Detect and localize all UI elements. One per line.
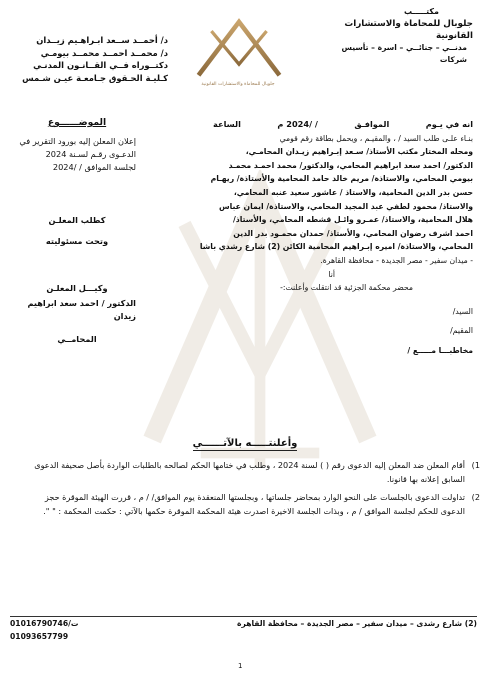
petitioner-paragraph [143, 132, 473, 268]
firm-name: جلوبال للمحاماة والاستشارات القانونية [344, 19, 473, 41]
firm-office-label: مكتـــــب [403, 7, 439, 16]
agent-title: المحامــي [57, 334, 97, 344]
item-2 [25, 490, 480, 518]
agent-label: وكيـــل المعلـن [46, 283, 108, 293]
firm-logo-icon [193, 18, 285, 92]
agent-name: الدكتور / احمد سعد ابراهيم زيدان [27, 298, 136, 321]
date-line [143, 118, 473, 132]
item-1-text: أقام المعلن ضد المعلن إليه الدعوى رقم ( ) لسنة 2024 ، وطلب في ختامها الحكم لصالحه بالطلبات الواردة بأصل صحيفة الدعوى السابق إعلانه بها قانونا. [34, 460, 465, 484]
recipient-label: السيد/ [452, 306, 473, 316]
degree: دكتــوراه فــي القــانـون المدنـي [33, 60, 168, 70]
logo-caption: جلوبال للمحاماة والاستشارات القانونية [201, 82, 275, 87]
notice-heading-text: وأعلنتـــــه بالآتــــــي [192, 438, 298, 449]
subject-title: الموضــــــوع [47, 117, 107, 128]
served-with-label: مخاطبـــا مـــــع / [407, 345, 473, 355]
recipient-address-label: المقيم/ [450, 326, 473, 336]
notice-body [143, 118, 473, 358]
ana-label: أنا [328, 269, 335, 279]
footer-phone-2: 01093657799 [10, 632, 69, 641]
firm-specialties: مدنــي – جنائــي – اسرة – تأسيس شركات [341, 43, 467, 64]
body-line: هلال المحامية، والاستاذ/ عمـرو وائـل قشطه المحامي، والأستاذ/ [232, 215, 473, 225]
item-1 [25, 458, 480, 486]
petitioner-responsibility: وتحت مسئوليته [45, 236, 109, 246]
page-number: 1 [238, 662, 243, 670]
body-line: بيومي المحامي، والاستاذة/ مريم خالد حامد المحامية والأستاذة/ ريهـام [210, 174, 473, 184]
body-line: - ميدان سفير - مصر الجديدة - محافظة القاهرة. [320, 255, 473, 265]
item-2-number: 2) [471, 492, 480, 502]
footer-phone-1: ت/01016790746 [10, 619, 79, 628]
left-column [18, 118, 136, 346]
footer-address: (2) شارع رشدى – ميدان سفير – مصر الجديدة – محافظة القاهرة [236, 619, 477, 628]
lawyers-header [18, 34, 168, 84]
subject-line-2: الدعـوى رقـم لسـنة 2024 [45, 149, 136, 159]
day-label: انه في يـوم [425, 119, 473, 129]
firm-header [323, 6, 473, 66]
item-1-number: 1) [471, 460, 480, 470]
court-line: محضر محكمة الجزئية قد انتقلت وأعلنت:- [280, 283, 413, 293]
body-line: والاستاذ/ محمود لطفي عبد المجيد المحامي، والاستاذة/ ايمان عباس [219, 201, 473, 211]
body-line: المحامي، والاستاذة/ اميره إبـراهيم المحامية الكائن (2) شارع رشدي باشا [199, 242, 473, 252]
subject-line-3: لجلسة الموافق / /2024 [52, 162, 136, 172]
subject-line-1: إعلان المعلن إليه بورود التقرير في [19, 136, 136, 146]
petitioner-label: كطلب المعلـن [48, 215, 106, 225]
body-line: حسن بدر الدين المحامية، والاستاذ / عاشور سعيد عنبه المحامي، [233, 187, 473, 197]
lawyer-2: د/ محمــد احمــد محمــد بيومـي [40, 47, 168, 58]
body-line: ومحله المختار مكتب الأستاذ/ سـعد إبـراهيم زيـدان المحامـي، [245, 147, 473, 157]
body-line: احمد اشرف رضوان المحامي، والأستاذ/ حمدان محمـود بدر الدين [233, 228, 473, 238]
notice-heading [140, 438, 350, 449]
body-line: الدكتور/ احمد سعد ابراهيم المحامي، والدكتور/ محمد احمـد محمـد [228, 160, 473, 170]
body-line: بنـاء علـى طلب السيد / ، والمقيـم ، ويحمل بطاقة رقم قومي [279, 133, 473, 143]
footer-divider [10, 616, 477, 617]
lawyer-1: د/ أحمــد ســعد ابـراهـيم زيــدان [36, 35, 168, 45]
date-year: / /2024 م [277, 119, 318, 129]
item-2-text: تداولت الدعوى بالجلسات على النحو الوارد بمحاضر جلساتها ، وبجلستها المنعقدة يوم الموافق/ / م ، قررت الهيئة الموقرة حجز الدعوى للحكم لجلسة الموافق / م ، وبذات الجلسة الاخيرة اصدرت هيئة المحكمة الموقرة حكمها بالآتي : حكمت المحكمة : " ". [43, 492, 465, 516]
date-label: الموافـق [354, 119, 390, 129]
time-label: الساعة [213, 119, 241, 129]
faculty: كـليـة الحـقوق جـامعـة عيـن شـمس [22, 72, 168, 83]
